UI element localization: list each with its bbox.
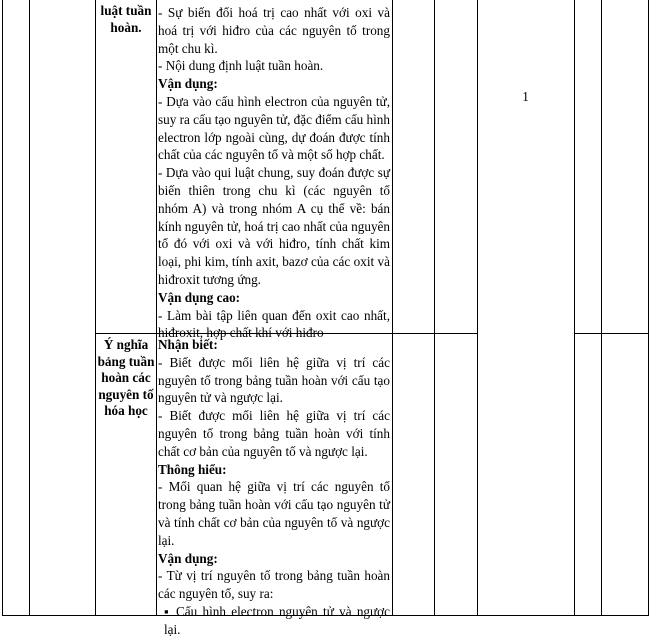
col-border-1 [29,0,30,616]
bullet-text: Cấu hình electron nguyên tử và ngược lại. [164,603,390,637]
content-line: - Biết được mối liên hệ giữa vị trí các nguyên tố trong bảng tuần hoàn với cấu tạo nguyên tử và ngược lại. [158,354,390,406]
content-line: - Dựa vào qui luật chung, suy đoán được sự biến thiên trong chu kì (các nguyên tố nhóm A) và trong nhóm A cụ thể về: bán kính nguyên tử, hoá trị cao nhất của nguyên tố đó với oxi và với hiđro, tính chất kim loại, phi kim, tính axit, bazơ của các oxit và hiđroxit tương ứng. [158,165,390,287]
content-line: - Nội dung định luật tuần hoàn. [158,58,324,74]
col-border-7 [574,0,575,616]
row-divider-right [574,333,649,334]
content-line: - Biết được mối liên hệ giữa vị trí các nguyên tố trong bảng tuần hoàn với tính chất cơ bản của nguyên tố và ngược lại. [158,408,390,459]
col-border-0 [2,0,3,616]
content-line: - Dựa vào cấu hình electron của nguyên tử, suy ra cấu tạo nguyên tử, đặc điểm cấu hình electron lớp ngoài cùng, dự đoán được tính chất của các nguyên tố và một số hợp chất. [158,93,390,163]
content-periodic-table-meaning [158,336,390,639]
content-line: - Từ vị trí nguyên tố trong bảng tuần hoàn các nguyên tố, suy ra: [158,568,390,602]
topic-periodic-law: luật tuần hoàn. [100,3,152,35]
bullet-item [158,603,390,639]
col-border-5 [434,0,435,616]
content-line: - Làm bài tập liên quan đến oxit cao nhất, hiđroxit, hợp chất khí với hiđro [158,307,390,341]
topic-periodic-table-meaning: Ý nghĩa bảng tuần hoàn các nguyên tố hóa học [97,337,155,419]
col-border-4 [392,0,393,616]
col-border-8 [601,0,602,616]
section-heading: Vận dụng: [158,550,218,566]
section-heading: Vận dụng cao: [158,289,241,305]
section-heading: Thông hiểu: [158,461,227,477]
content-line: - Sự biến đổi hoá trị cao nhất với oxi và hoá trị với hiđro của các nguyên tố trong một chu kì. [158,5,390,56]
content-line: - Mối quan hệ giữa vị trí các nguyên tố trong bảng tuần hoàn với cấu tạo nguyên tử và tính chất cơ bản của nguyên tố và ngược lại. [158,479,390,548]
col-border-9 [648,0,649,616]
section-heading: Vận dụng: [158,76,218,92]
content-periodic-law [158,4,390,342]
section-heading: Nhận biết: [158,337,218,352]
bullet-marker-icon: ▪ [164,603,169,619]
col-border-3 [156,0,157,616]
question-count: 1 [522,89,529,104]
col-border-2 [95,0,96,616]
